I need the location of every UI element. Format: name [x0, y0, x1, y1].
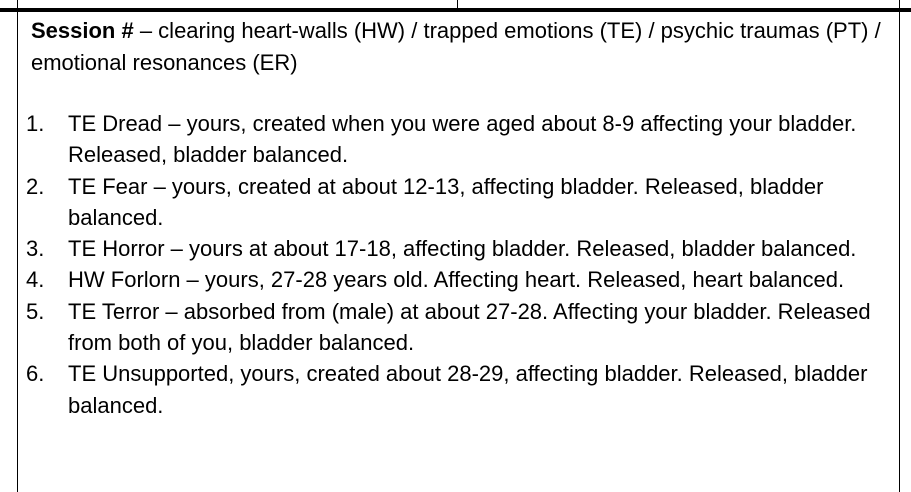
list-item	[18, 358, 898, 421]
list-item-number: 3.	[26, 236, 45, 262]
list-item	[18, 233, 898, 264]
list-item-text: TE Terror – absorbed from (male) at about 27-28. Affecting your bladder. Released from both of you, bladder balanced.	[68, 298, 871, 356]
list-item-number: 2.	[26, 173, 45, 199]
list-item-text: TE Horror – yours at about 17-18, affecting bladder. Released, bladder balanced.	[68, 236, 857, 262]
list-item-text: TE Fear – yours, created at about 12-13, affecting bladder. Released, bladder balanced.	[68, 173, 824, 230]
list-item-number: 4.	[26, 267, 45, 293]
list-item	[18, 171, 898, 234]
session-description: – clearing heart-walls (HW) / trapped emotions (TE) / psychic traumas (PT) / emotional resonances (ER)	[31, 18, 881, 75]
list-item-number: 1.	[26, 111, 45, 136]
list-item-text: HW Forlorn – yours, 27-28 years old. Affecting heart. Released, heart balanced.	[68, 267, 845, 293]
list-item	[18, 264, 898, 295]
session-items-list	[18, 108, 898, 421]
list-item	[18, 108, 898, 171]
session-label: Session #	[31, 18, 134, 43]
list-item-number: 5.	[26, 298, 45, 324]
list-item	[18, 296, 898, 359]
list-item-text: TE Unsupported, yours, created about 28-29, affecting bladder. Released, bladder balanced.	[68, 361, 868, 418]
session-header	[31, 15, 891, 79]
list-item-text: TE Dread – yours, created when you were aged about 8-9 affecting your bladder. Released, bladder balanced.	[68, 111, 857, 168]
session-notes-cell	[17, 12, 900, 492]
list-item-number: 6.	[26, 361, 45, 387]
